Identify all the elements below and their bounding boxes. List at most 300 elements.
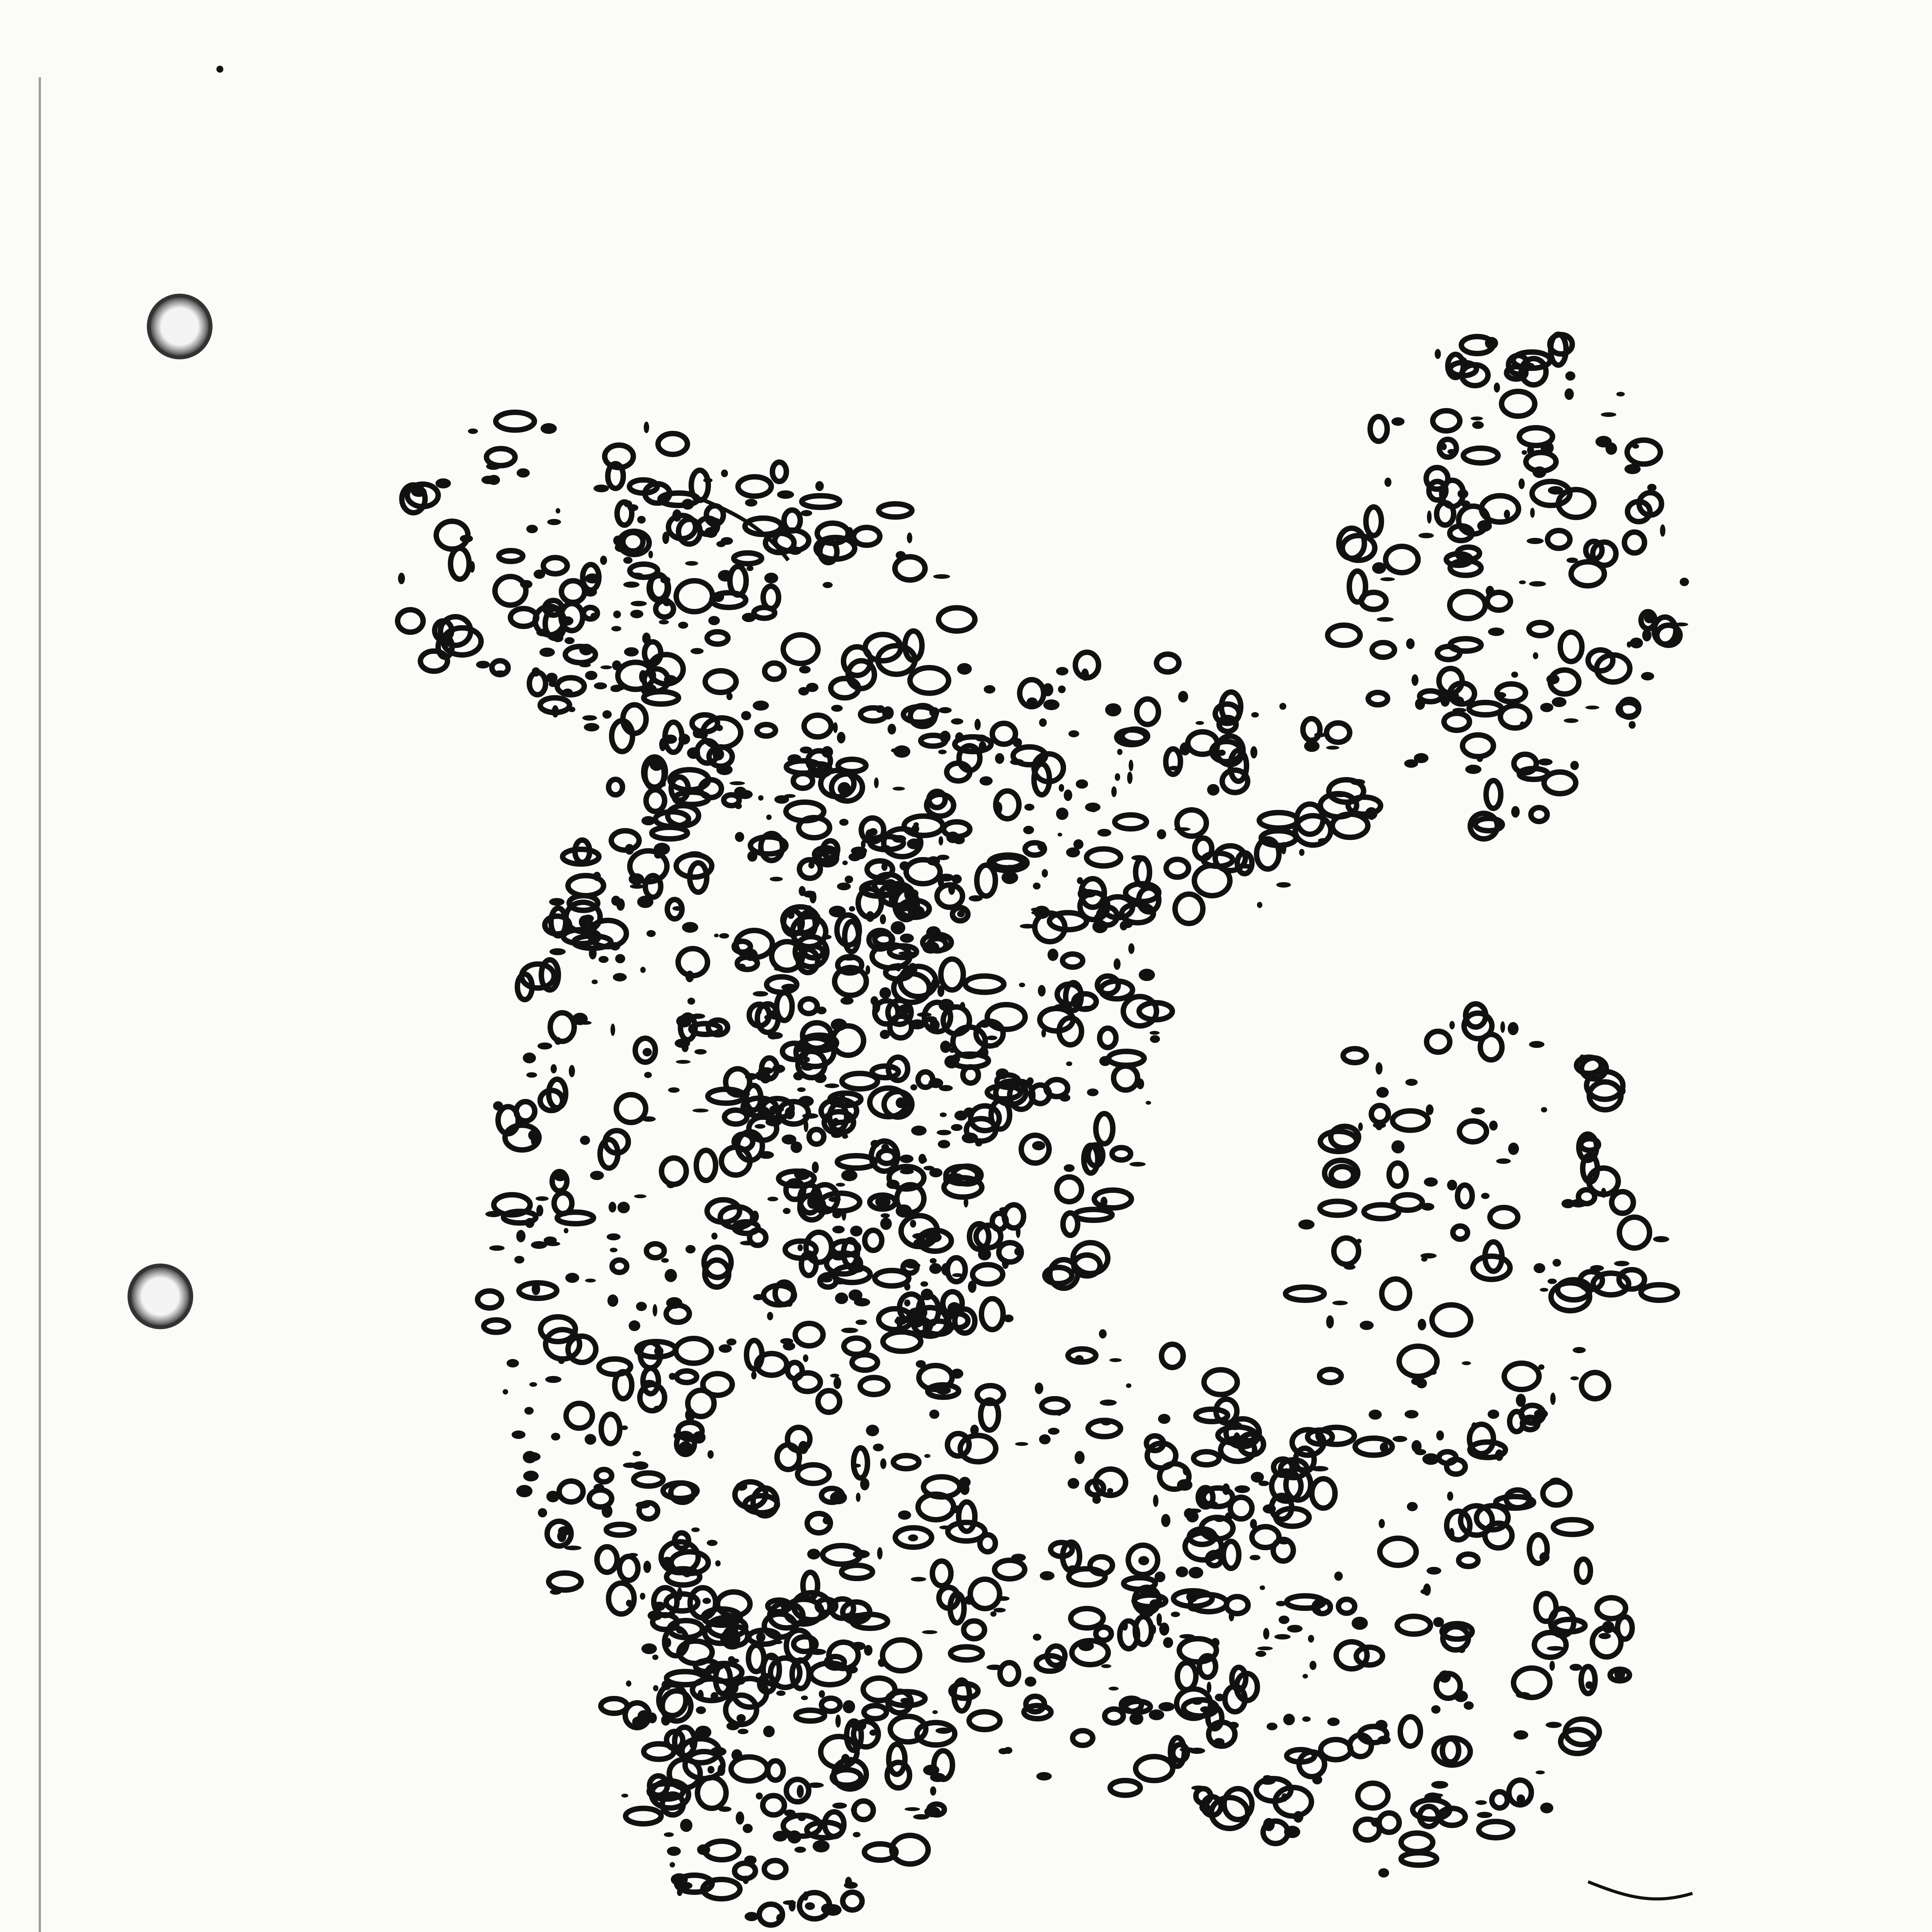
stained-nucleus [814, 1073, 827, 1083]
stained-nucleus [846, 527, 854, 539]
cell-outline [1581, 1139, 1599, 1150]
stained-nucleus [1553, 1259, 1561, 1267]
stained-nucleus [644, 422, 649, 433]
stained-nucleus [950, 1505, 963, 1513]
cell-outline [1481, 496, 1519, 522]
cell-outline [1096, 1627, 1111, 1640]
stained-nucleus [830, 1374, 839, 1378]
stained-nucleus [621, 1794, 628, 1798]
stained-nucleus [642, 1116, 656, 1122]
stained-nucleus [849, 906, 855, 912]
stained-nucleus [716, 764, 733, 775]
cell-outline [1259, 813, 1298, 828]
stained-nucleus [585, 1434, 596, 1445]
stained-nucleus [654, 843, 670, 855]
stained-nucleus [902, 1014, 910, 1019]
stained-nucleus [1585, 1681, 1593, 1689]
stained-nucleus [398, 573, 405, 584]
stained-nucleus [900, 1155, 913, 1163]
stained-nucleus [1494, 383, 1500, 393]
cell-outline [1380, 1538, 1416, 1565]
stained-nucleus [1516, 1692, 1531, 1698]
cell-outline [802, 496, 840, 507]
stained-nucleus [879, 845, 891, 851]
stained-nucleus [536, 629, 550, 636]
stained-nucleus [613, 536, 622, 546]
cell-outline [1156, 654, 1179, 672]
stained-nucleus [808, 862, 815, 869]
stained-nucleus [848, 1264, 865, 1273]
stained-nucleus [1627, 641, 1631, 648]
cell-outline [499, 551, 523, 561]
stained-nucleus [881, 862, 888, 871]
cell-outline [987, 1086, 1020, 1099]
cell-outline [1473, 1256, 1510, 1279]
stained-nucleus [753, 991, 768, 997]
stained-nucleus [786, 1301, 793, 1307]
stained-nucleus [662, 532, 669, 544]
cell-outline [844, 1338, 869, 1354]
cell-outline [597, 1547, 617, 1572]
stained-nucleus [1538, 1364, 1544, 1370]
cell-outline [1459, 1554, 1478, 1566]
stained-nucleus [1163, 1637, 1173, 1648]
stained-nucleus [794, 1168, 810, 1180]
stained-nucleus [650, 758, 663, 771]
cell-outline [980, 1535, 995, 1552]
stained-nucleus [1235, 1485, 1250, 1493]
stained-nucleus [929, 1410, 939, 1419]
stained-nucleus [517, 468, 530, 478]
stained-nucleus [1109, 1687, 1119, 1690]
cell-outline [1582, 1372, 1609, 1399]
stained-nucleus [617, 1202, 630, 1213]
stained-nucleus [538, 1508, 547, 1517]
cell-outline [1000, 1663, 1019, 1684]
stained-nucleus [964, 1595, 975, 1605]
stained-nucleus [687, 1889, 692, 1894]
stained-nucleus [1200, 1706, 1210, 1713]
stained-nucleus [1365, 807, 1378, 820]
stained-nucleus [1407, 1502, 1418, 1511]
stained-nucleus [1680, 578, 1689, 586]
stained-nucleus [1516, 1394, 1526, 1407]
stained-nucleus [833, 1278, 847, 1284]
stained-nucleus [1005, 865, 1014, 877]
stained-nucleus [852, 1464, 861, 1468]
stained-nucleus [819, 1690, 825, 1698]
cell-outline [1581, 1667, 1595, 1694]
stained-nucleus [660, 577, 670, 583]
stained-nucleus [940, 1041, 951, 1053]
stained-nucleus [996, 1068, 1009, 1079]
stained-nucleus [1126, 1383, 1131, 1388]
stained-nucleus [665, 1269, 677, 1282]
stained-nucleus [970, 1425, 979, 1435]
stained-nucleus [546, 673, 558, 683]
stained-nucleus [951, 718, 963, 724]
stained-nucleus [695, 1726, 711, 1739]
stained-nucleus [923, 1765, 939, 1776]
stained-nucleus [951, 1369, 963, 1379]
stained-nucleus [1310, 1661, 1316, 1670]
stained-nucleus [825, 1904, 842, 1916]
stained-nucleus [776, 1914, 783, 1922]
stained-nucleus [833, 1377, 841, 1389]
stained-nucleus [1372, 562, 1386, 574]
stained-nucleus [550, 1589, 561, 1595]
stained-nucleus [900, 861, 910, 871]
stained-nucleus [1602, 1621, 1614, 1633]
stained-nucleus [1436, 1430, 1444, 1440]
stained-nucleus [1488, 628, 1504, 636]
stained-nucleus [1042, 869, 1048, 878]
stained-nucleus [541, 423, 557, 434]
stained-nucleus [843, 1613, 858, 1619]
stained-nucleus [831, 1019, 847, 1031]
stained-nucleus [744, 949, 758, 961]
stained-nucleus [626, 1600, 632, 1607]
stained-nucleus [711, 1692, 718, 1701]
stained-nucleus [837, 732, 845, 743]
stained-nucleus [1080, 889, 1097, 898]
stained-nucleus [1447, 1492, 1453, 1501]
stained-nucleus [1136, 1078, 1144, 1089]
stained-nucleus [896, 1097, 906, 1108]
stained-nucleus [1384, 478, 1391, 487]
stained-nucleus [804, 1120, 808, 1132]
cell-outline [1136, 1757, 1173, 1781]
stained-nucleus [768, 1032, 779, 1039]
stained-nucleus [1427, 510, 1432, 524]
stained-nucleus [1077, 877, 1083, 884]
stained-nucleus [1529, 581, 1546, 587]
stained-nucleus [1570, 1376, 1579, 1380]
cell-outline [1486, 781, 1501, 808]
stained-nucleus [1486, 586, 1494, 597]
cell-outline [697, 1777, 726, 1808]
stained-nucleus [488, 475, 500, 485]
stained-nucleus [895, 963, 901, 971]
stained-nucleus [1064, 1164, 1075, 1172]
stained-nucleus [913, 1306, 927, 1319]
stained-nucleus [594, 682, 607, 689]
stained-nucleus [835, 1714, 841, 1728]
stained-nucleus [1303, 1674, 1308, 1679]
cell-outline [1619, 1217, 1650, 1248]
stained-nucleus [669, 1373, 676, 1380]
stained-nucleus [1624, 464, 1641, 474]
cell-outline [992, 1213, 1006, 1230]
cell-outline [609, 779, 622, 795]
stained-nucleus [524, 1407, 534, 1415]
stained-nucleus [1177, 1479, 1192, 1491]
stained-nucleus [1461, 500, 1470, 507]
stained-nucleus [986, 1665, 1003, 1670]
stained-nucleus [516, 1230, 526, 1242]
stained-nucleus [758, 1107, 770, 1117]
cell-outline [800, 999, 817, 1014]
stained-nucleus [880, 1218, 892, 1230]
stained-nucleus [1418, 533, 1434, 538]
stained-nucleus [753, 701, 769, 711]
stained-nucleus [611, 626, 621, 631]
stained-nucleus [680, 1819, 692, 1832]
stained-nucleus [815, 481, 824, 491]
stained-nucleus [853, 1832, 861, 1837]
binder-hole-top [147, 294, 213, 359]
stained-nucleus [908, 905, 925, 918]
stained-nucleus [690, 648, 704, 654]
stained-nucleus [1534, 1263, 1545, 1273]
stained-nucleus [600, 665, 612, 669]
stained-nucleus [1114, 958, 1121, 970]
stained-nucleus [611, 896, 621, 906]
stained-nucleus [694, 1049, 707, 1054]
stained-nucleus [1641, 672, 1654, 680]
cell-outline [1432, 1305, 1471, 1335]
stained-nucleus [628, 1553, 638, 1557]
stained-nucleus [994, 1041, 999, 1048]
stained-nucleus [1565, 371, 1575, 381]
stained-nucleus [667, 1847, 681, 1856]
stained-nucleus [913, 822, 919, 827]
stained-nucleus [1279, 1616, 1289, 1624]
stained-nucleus [727, 1682, 738, 1694]
stained-nucleus [536, 1205, 543, 1216]
stained-nucleus [642, 1380, 656, 1388]
stained-nucleus [1674, 622, 1688, 626]
stained-nucleus [1454, 1690, 1468, 1702]
stained-nucleus [590, 613, 597, 621]
stained-nucleus [1260, 1777, 1276, 1785]
stained-nucleus [756, 1793, 763, 1799]
stained-nucleus [1540, 703, 1553, 712]
stained-nucleus [640, 1593, 645, 1600]
stained-nucleus [923, 1166, 934, 1170]
stained-nucleus [677, 1888, 682, 1896]
stained-nucleus [1010, 759, 1024, 765]
cell-outline [809, 1129, 824, 1144]
cell-outline [904, 816, 943, 835]
stained-nucleus [1287, 1625, 1303, 1633]
stained-nucleus [741, 711, 751, 720]
stained-nucleus [1081, 1006, 1094, 1010]
stained-nucleus [679, 1441, 692, 1453]
stained-nucleus [643, 1561, 651, 1573]
stained-nucleus [641, 684, 657, 696]
stained-nucleus [1101, 1664, 1111, 1668]
stained-nucleus [1129, 1162, 1146, 1167]
stained-nucleus [907, 532, 912, 543]
stained-nucleus [1495, 692, 1506, 698]
stained-nucleus [652, 1655, 658, 1660]
stained-nucleus [1462, 1361, 1471, 1365]
stained-nucleus [411, 487, 427, 497]
stained-nucleus [1214, 1738, 1225, 1746]
stained-nucleus [935, 1728, 952, 1734]
cell-outline [765, 663, 784, 679]
stained-nucleus [707, 1450, 714, 1459]
stained-nucleus [1585, 706, 1599, 709]
cell-outline [619, 1556, 638, 1580]
stained-nucleus [1326, 1315, 1334, 1328]
stained-nucleus [512, 1430, 526, 1439]
stained-nucleus [770, 1010, 780, 1020]
stained-nucleus [1251, 712, 1259, 718]
stained-nucleus [719, 1344, 732, 1353]
stained-nucleus [1552, 697, 1566, 707]
stained-nucleus [930, 1786, 936, 1796]
cell-outline [676, 581, 713, 612]
stained-nucleus [1218, 750, 1226, 756]
cell-outline [1114, 1066, 1138, 1090]
stained-nucleus [613, 611, 621, 618]
stained-nucleus [639, 670, 647, 683]
stained-nucleus [1115, 773, 1120, 781]
stained-nucleus [1250, 1519, 1257, 1529]
stained-nucleus [1281, 842, 1286, 854]
cell-outline [768, 1761, 783, 1780]
stained-nucleus [1308, 1635, 1314, 1643]
cell-outline [1624, 532, 1645, 553]
stained-nucleus [682, 499, 694, 510]
stained-nucleus [783, 1900, 796, 1905]
stained-nucleus [1449, 1021, 1455, 1029]
stained-nucleus [1311, 1466, 1328, 1471]
stained-nucleus [893, 745, 910, 758]
cell-outline [1453, 1226, 1468, 1239]
stained-nucleus [710, 1747, 726, 1756]
stained-nucleus [1415, 698, 1425, 710]
stained-nucleus [520, 580, 532, 588]
stained-nucleus [594, 485, 609, 492]
cell-outline [677, 1371, 697, 1383]
stained-nucleus [770, 877, 783, 881]
stained-nucleus [729, 1614, 739, 1621]
stained-nucleus [1129, 1713, 1143, 1725]
stained-nucleus [1027, 697, 1037, 706]
cell-outline [883, 1640, 920, 1671]
stained-nucleus [714, 934, 719, 937]
stained-nucleus [630, 573, 643, 577]
stained-nucleus [661, 781, 666, 787]
stained-nucleus [1150, 1031, 1160, 1035]
stained-nucleus [1058, 833, 1062, 837]
stained-nucleus [880, 1030, 890, 1039]
stained-nucleus [866, 911, 874, 922]
stained-nucleus [1376, 1062, 1383, 1075]
stained-nucleus [1068, 730, 1079, 737]
stained-nucleus [673, 1433, 679, 1439]
stained-nucleus [1099, 1056, 1111, 1066]
stained-nucleus [1632, 444, 1639, 449]
stained-nucleus [1250, 1555, 1260, 1560]
stained-nucleus [592, 980, 598, 984]
stained-nucleus [904, 1283, 910, 1291]
stained-nucleus [1496, 1158, 1511, 1164]
stained-nucleus [1068, 1565, 1077, 1571]
cell-outline [804, 715, 831, 737]
stained-nucleus [829, 906, 846, 917]
stained-nucleus [731, 1749, 742, 1761]
stained-nucleus [821, 1277, 832, 1282]
cell-outline [1500, 706, 1530, 728]
stained-nucleus [1549, 1478, 1563, 1485]
stained-nucleus [1350, 779, 1365, 785]
stained-nucleus [661, 1557, 673, 1568]
stained-nucleus [460, 535, 473, 543]
stained-nucleus [1314, 733, 1326, 737]
stained-nucleus [1139, 969, 1155, 981]
stained-nucleus [1405, 1410, 1418, 1418]
stained-nucleus [1391, 417, 1405, 426]
stained-nucleus [866, 965, 870, 975]
stained-nucleus [516, 1485, 532, 1497]
stained-nucleus [854, 1298, 870, 1306]
cell-outline [1166, 749, 1180, 774]
stained-nucleus [1149, 1709, 1164, 1720]
cell-outline [609, 1583, 634, 1614]
stained-nucleus [911, 1577, 926, 1582]
stained-nucleus [476, 661, 490, 668]
stained-nucleus [995, 753, 1004, 764]
cell-outline [1042, 1399, 1068, 1413]
stained-nucleus [876, 705, 885, 713]
stained-nucleus [1189, 1567, 1203, 1578]
cell-outline [1226, 1597, 1248, 1614]
stained-nucleus [866, 1425, 879, 1436]
stained-nucleus [1075, 1451, 1085, 1464]
stained-nucleus [896, 551, 906, 560]
stained-nucleus [676, 1060, 690, 1064]
stained-nucleus [962, 1133, 978, 1143]
stained-nucleus [1629, 721, 1636, 729]
stained-nucleus [1199, 1802, 1210, 1813]
stained-nucleus [931, 978, 940, 988]
cell-outline [1100, 1028, 1116, 1048]
stained-nucleus [845, 876, 853, 883]
stained-nucleus [1043, 699, 1060, 710]
stained-nucleus [1449, 1528, 1454, 1541]
cell-outline [703, 1374, 732, 1395]
stained-nucleus [588, 918, 593, 930]
cell-outline [1177, 1663, 1196, 1690]
stained-nucleus [514, 1256, 524, 1264]
cell-outline [932, 1561, 951, 1586]
cell-outline [1223, 1541, 1239, 1568]
stained-nucleus [904, 1299, 910, 1306]
cell-outline [646, 790, 665, 811]
cell-outline [970, 1579, 1000, 1609]
cell-outline [554, 1193, 572, 1214]
stained-nucleus [926, 926, 941, 939]
cell-outline [959, 1502, 975, 1531]
stained-nucleus [1260, 1585, 1265, 1590]
stained-nucleus [1094, 914, 1104, 920]
stained-nucleus [1138, 1556, 1149, 1565]
cell-outline [1361, 592, 1386, 609]
stained-nucleus [648, 551, 653, 558]
cell-outline [1554, 1619, 1585, 1632]
stained-nucleus [1283, 1714, 1295, 1725]
stained-nucleus [1508, 1022, 1519, 1035]
stained-nucleus [766, 815, 772, 820]
stained-nucleus [1263, 1818, 1275, 1831]
stained-nucleus [1066, 1061, 1072, 1066]
stained-nucleus [925, 1016, 937, 1022]
stained-nucleus [1475, 1800, 1487, 1805]
